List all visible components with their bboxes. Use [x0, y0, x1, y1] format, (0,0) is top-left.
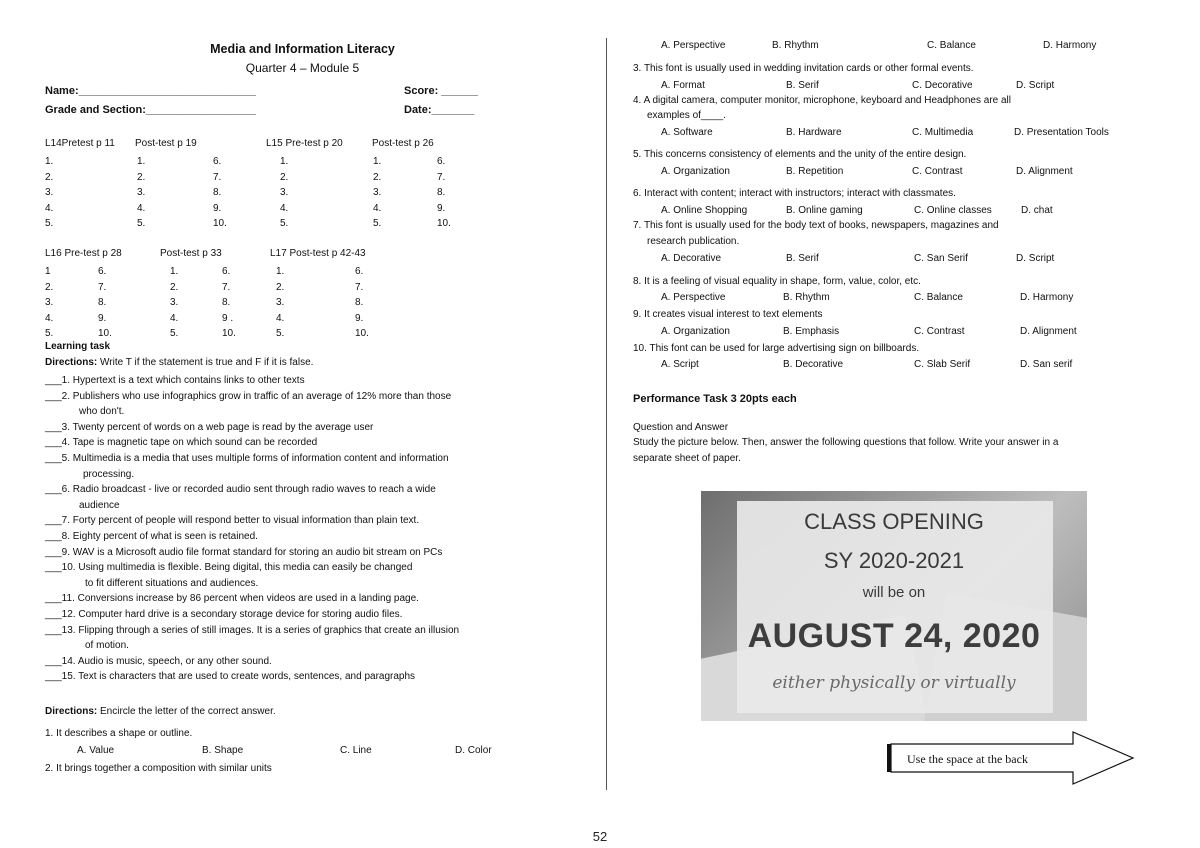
grid1-cell: 3. [280, 187, 289, 199]
question-9: 9. It creates visual interest to text elements [633, 309, 823, 320]
question-7-continuation: research publication. [647, 236, 740, 247]
choice: B. Shape [202, 745, 244, 756]
grid2-column-6 [355, 264, 369, 342]
grid2-cell: 7. [355, 281, 364, 293]
list-item: ___9. WAV is a Microsoft audio file format standard for storing an audio bit stream on PCs [45, 546, 443, 558]
grid1-column-4 [280, 154, 288, 232]
directions-text: Write T if the statement is true and F if it is false. [97, 357, 314, 368]
grid1-cell: 4. [45, 202, 54, 214]
grid1-cell: 6. [437, 156, 446, 167]
true-false-list [45, 373, 459, 685]
grid2-cell: 2. [170, 281, 179, 293]
column-divider [606, 38, 607, 790]
grid1-cell: 1. [280, 156, 289, 167]
picture-line-date: AUGUST 24, 2020 [747, 617, 1041, 655]
grid2-cell: 3. [170, 297, 179, 309]
grid2-cell: 9. [98, 312, 107, 324]
picture-line-class-opening: CLASS OPENING [804, 509, 984, 534]
grid2-cell: 7. [98, 281, 107, 293]
choice: C. Multimedia [912, 127, 974, 138]
grid1-cell: 2. [373, 171, 382, 183]
grid1-cell: 3. [373, 187, 382, 199]
list-item: ___13. Flipping through a series of still images. It is a series of graphics that create an illusion [45, 624, 460, 636]
choice: B. Online gaming [786, 205, 863, 216]
grid1-cell: 6. [213, 156, 222, 167]
grid1-cell: 9. [213, 202, 222, 214]
grid2-cell: 2. [276, 281, 285, 293]
choice: D. Alignment [1020, 326, 1077, 337]
question-4-continuation: examples of____. [647, 110, 726, 121]
grid2-label-l16-posttest: Post-test p 33 [160, 248, 222, 259]
grid1-cell: 4. [373, 202, 382, 214]
grid1-cell: 10. [437, 218, 451, 230]
choice: A. Perspective [661, 292, 726, 303]
grid1-cell: 10. [213, 218, 227, 230]
choice: C. Decorative [912, 80, 973, 91]
list-item: audience [79, 499, 120, 511]
score-field-label: Score: ______ [404, 85, 478, 97]
choice: C. Contrast [912, 166, 963, 177]
directions-label: Directions: [45, 706, 98, 717]
choice: A. Script [661, 359, 699, 370]
question-2: 2. It brings together a composition with similar units [45, 763, 272, 774]
grid2-cell: 5. [170, 328, 179, 340]
grid2-cell: 5. [276, 328, 285, 340]
learning-task-directions [45, 357, 313, 368]
page-number: 52 [592, 829, 608, 844]
choice: A. Value [77, 745, 115, 756]
choice: C. Balance [914, 292, 963, 303]
choice: A. Organization [661, 166, 730, 177]
grade-section-field-label: Grade and Section:__________________ [45, 104, 256, 116]
grid2-cell: 1. [276, 266, 285, 277]
picture-line-school-year: SY 2020-2021 [823, 548, 965, 573]
grid2-cell: 8. [355, 297, 364, 309]
list-item: ___3. Twenty percent of words on a web page is read by the average user [45, 421, 374, 433]
choice: A. Organization [661, 326, 730, 337]
list-item: ___11. Conversions increase by 86 percent when videos are used in a landing page. [45, 593, 419, 605]
name-field-label: Name:_____________________________ [45, 85, 257, 97]
choice: C. Line [340, 745, 372, 756]
choice: C. San Serif [914, 253, 968, 264]
list-item: ___2. Publishers who use infographics grow in traffic of an average of 12% more than those [45, 390, 452, 402]
question-8: 8. It is a feeling of visual equality in shape, form, value, color, etc. [633, 276, 921, 287]
grid1-cell: 4. [137, 202, 146, 214]
grid2-cell: 10. [355, 328, 369, 340]
choice: C. Online classes [914, 205, 992, 216]
list-item: processing. [83, 468, 135, 480]
question-7: 7. This font is usually used for the body text of books, newspapers, magazines and [633, 220, 999, 231]
list-item: ___4. Tape is magnetic tape on which sound can be recorded [45, 437, 318, 449]
choice: A. Decorative [661, 253, 722, 264]
grid1-cell: 5. [280, 218, 289, 230]
grid1-label-l15-pretest: L15 Pre-test p 20 [266, 138, 343, 149]
question-10: 10. This font can be used for large advertising sign on billboards. [633, 343, 920, 354]
choice: D. San serif [1020, 359, 1073, 370]
grid1-cell: 2. [137, 171, 146, 183]
grid1-cell: 3. [45, 187, 54, 199]
choice: D. Harmony [1043, 40, 1097, 51]
choice: D. Script [1016, 253, 1055, 264]
grid2-cell: 8. [98, 297, 107, 309]
list-item: ___12. Computer hard drive is a secondary storage device for storing audio files. [45, 608, 403, 620]
grid1-cell: 8. [437, 187, 446, 199]
choice: A. Perspective [661, 40, 726, 51]
question-6: 6. Interact with content; interact with instructors; interact with classmates. [633, 188, 956, 199]
date-field-label: Date:_______ [404, 104, 475, 116]
grid2-cell: 6. [98, 266, 107, 277]
grid1-column-3 [213, 154, 227, 232]
grid2-column-1 [45, 264, 53, 342]
grid2-cell: 10. [222, 328, 236, 340]
grid1-cell: 5. [137, 218, 146, 230]
grid2-cell: 6. [355, 266, 364, 277]
list-item: ___5. Multimedia is a media that uses multiple forms of information content and information [45, 452, 449, 464]
choice: B. Emphasis [783, 326, 840, 337]
grid2-cell: 4. [45, 312, 54, 324]
grid2-label-l16-pretest: L16 Pre-test p 28 [45, 248, 122, 259]
page-subtitle: Quarter 4 – Module 5 [245, 61, 360, 75]
grid2-cell: 4. [170, 312, 179, 324]
question-3: 3. This font is usually used in wedding invitation cards or other formal events. [633, 63, 974, 74]
question-4: 4. A digital camera, computer monitor, microphone, keyboard and Headphones are all [633, 95, 1011, 106]
grid2-cell: 9. [355, 312, 364, 324]
grid2-cell: 1. [170, 266, 179, 277]
grid2-cell: 5. [45, 328, 54, 340]
question-5: 5. This concerns consistency of elements and the unity of the entire design. [633, 149, 967, 160]
choice: B. Serif [786, 253, 819, 264]
grid2-cell: 4. [276, 312, 285, 324]
grid2-cell: 10. [98, 328, 112, 340]
grid1-cell: 1. [45, 156, 54, 167]
directions-label: Directions: [45, 357, 98, 368]
list-item: ___6. Radio broadcast - live or recorded audio sent through radio waves to reach a wide [45, 484, 436, 496]
grid1-column-6 [437, 154, 451, 232]
grid2-label-l17-posttest: L17 Post-test p 42-43 [270, 248, 366, 259]
grid2-column-5 [276, 264, 284, 342]
grid1-cell: 5. [45, 218, 54, 230]
picture-line-mode: either physically or virtually [772, 673, 1016, 693]
choice: D. Presentation Tools [1014, 127, 1109, 138]
question-1: 1. It describes a shape or outline. [45, 728, 193, 739]
performance-instruction: Study the picture below. Then, answer the following questions that follow. Write your answer in a [633, 437, 1059, 448]
list-item: who don't. [79, 406, 125, 418]
choice: D. Harmony [1020, 292, 1074, 303]
grid1-cell: 1. [137, 156, 146, 167]
list-item: ___15. Text is characters that are used to create words, sentences, and paragraphs [45, 671, 416, 683]
choice: C. Contrast [914, 326, 965, 337]
list-item: to fit different situations and audiences. [85, 577, 259, 589]
choice: B. Decorative [783, 359, 844, 370]
grid1-label-l14-posttest: Post-test p 19 [135, 138, 197, 149]
grid1-cell: 2. [280, 171, 289, 183]
grid2-column-2 [98, 264, 112, 342]
grid2-cell: 8. [222, 297, 231, 309]
arrow-label: Use the space at the back [907, 752, 1028, 766]
grid2-cell: 3. [276, 297, 285, 309]
choice: C. Balance [927, 40, 976, 51]
choice: B. Rhythm [772, 40, 819, 51]
list-item: ___8. Eighty percent of what is seen is retained. [45, 530, 258, 542]
grid2-cell: 9 . [222, 312, 234, 324]
choice: D. chat [1021, 205, 1053, 216]
question-and-answer-label: Question and Answer [633, 422, 729, 433]
grid1-cell: 7. [213, 171, 222, 183]
performance-instruction-continuation: separate sheet of paper. [633, 453, 741, 464]
choice: A. Format [661, 80, 705, 91]
grid1-cell: 5. [373, 218, 382, 230]
class-opening-picture [701, 491, 1087, 721]
grid1-label-l15-posttest: Post-test p 26 [372, 138, 434, 149]
grid2-column-4 [222, 264, 236, 342]
grid1-cell: 7. [437, 171, 446, 183]
grid1-label-l14-pretest: L14Pretest p 11 [45, 138, 115, 149]
choice: B. Repetition [786, 166, 844, 177]
grid2-cell: 7. [222, 281, 231, 293]
choice: D. Script [1016, 80, 1055, 91]
page-title: Media and Information Literacy [210, 42, 395, 56]
learning-task-heading: Learning task [45, 341, 111, 352]
list-item: ___10. Using multimedia is flexible. Being digital, this media can easily be changed [45, 562, 413, 574]
grid1-cell: 8. [213, 187, 222, 199]
list-item: ___14. Audio is music, speech, or any other sound. [45, 655, 272, 667]
grid2-cell: 6. [222, 266, 231, 277]
picture-line-will-be-on: will be on [862, 584, 926, 601]
choice: B. Hardware [786, 127, 842, 138]
choice: B. Rhythm [783, 292, 830, 303]
grid1-cell: 3. [137, 187, 146, 199]
list-item: ___1. Hypertext is a text which contains links to other texts [45, 375, 305, 386]
choice: B. Serif [786, 80, 819, 91]
grid1-cell: 2. [45, 171, 54, 183]
grid2-cell: 1 [45, 266, 51, 277]
grid1-column-1 [45, 154, 53, 232]
list-item: ___7. Forty percent of people will respond better to visual information than plain text. [45, 515, 420, 527]
grid1-cell: 9. [437, 202, 446, 214]
grid1-cell: 1. [373, 156, 382, 167]
choice: A. Software [661, 127, 713, 138]
mcq-directions [45, 706, 276, 717]
choice: A. Online Shopping [661, 205, 748, 216]
choice: D. Alignment [1016, 166, 1073, 177]
grid1-column-2 [137, 154, 145, 232]
grid1-cell: 4. [280, 202, 289, 214]
grid2-cell: 3. [45, 297, 54, 309]
grid1-column-5 [373, 154, 381, 232]
grid2-column-3 [170, 264, 178, 342]
directions-text: Encircle the letter of the correct answer. [97, 706, 276, 717]
performance-task-heading: Performance Task 3 20pts each [633, 393, 797, 405]
list-item: of motion. [85, 640, 129, 652]
choice: C. Slab Serif [914, 359, 971, 370]
grid2-cell: 2. [45, 281, 54, 293]
choice: D. Color [455, 745, 492, 756]
